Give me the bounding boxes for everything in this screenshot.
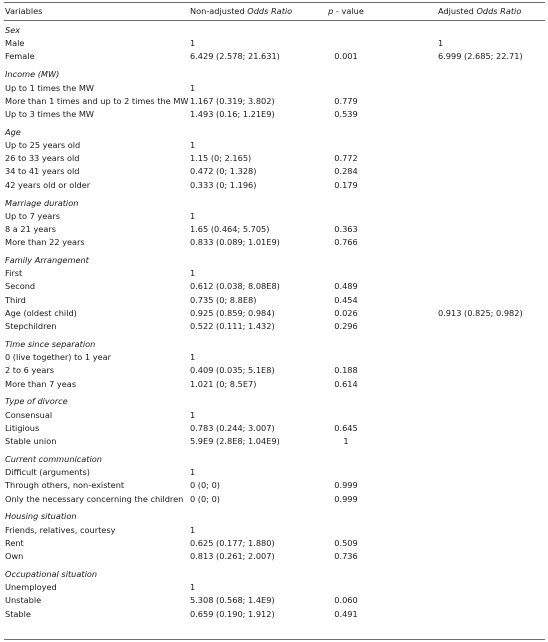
non-adjusted-or-value: 5.308 (0.568; 1.4E9)	[190, 595, 275, 606]
p-value: 0.645	[334, 422, 358, 433]
row-label: Rent	[5, 537, 24, 548]
header-adjusted-or: Adjusted Odds Ratio	[438, 6, 522, 16]
non-adjusted-or-value: 5.9E9 (2.8E8; 1.04E9)	[190, 436, 280, 446]
section-title: Housing situation	[5, 511, 77, 522]
row-label: 26 to 33 years old	[5, 153, 80, 164]
p-value: 0.296	[334, 321, 358, 331]
non-adjusted-or-value: 1	[190, 140, 196, 150]
row-label: Through others, non-existent	[5, 480, 125, 491]
non-adjusted-or-value: 0.472 (0; 1.328)	[190, 166, 257, 177]
row-label: Consensual	[5, 409, 53, 420]
row-label: Stable union	[5, 436, 57, 446]
row-label: Difficult (arguments)	[5, 467, 90, 478]
row-label: 42 years old or older	[5, 179, 91, 190]
row-label: Up to 7 years	[5, 210, 60, 221]
non-adjusted-or-value: 0.925 (0.859; 0.984)	[190, 307, 275, 318]
row-label: Own	[5, 551, 24, 561]
row-label: Unstable	[5, 595, 42, 606]
row-label: 0 (live together) to 1 year	[5, 352, 111, 363]
p-value: 0.772	[334, 153, 358, 164]
non-adjusted-or-value: 1.65 (0.464; 5.705)	[190, 223, 270, 234]
header-p-value: p - value	[328, 6, 364, 16]
row-label: Up to 1 times the MW	[5, 82, 94, 93]
non-adjusted-or-value: 1	[190, 467, 196, 478]
non-adjusted-or-value: 1.493 (0.16; 1.21E9)	[190, 108, 275, 119]
non-adjusted-or-value: 0.833 (0.089; 1.01E9)	[190, 237, 280, 248]
section-title: Time since separation	[5, 338, 96, 349]
section-title: Sex	[5, 25, 21, 35]
p-value: 0.736	[334, 551, 358, 561]
row-label: Friends, relatives, courtesy	[5, 524, 116, 535]
p-value: 0.779	[334, 95, 358, 106]
non-adjusted-or-value: 0.522 (0.111; 1.432)	[190, 321, 275, 331]
header-bottom-rule	[4, 20, 545, 21]
non-adjusted-or-value: 1	[190, 409, 196, 420]
non-adjusted-or-value: 1	[190, 82, 196, 93]
row-label: Stepchildren	[5, 321, 57, 331]
row-label: Age (oldest child)	[5, 307, 77, 318]
row-label: More than 7 yeas	[5, 378, 77, 389]
non-adjusted-or-value: 0 (0; 0)	[190, 480, 220, 491]
p-value: 0.363	[334, 223, 358, 234]
p-value: 1	[343, 436, 349, 446]
p-value: 0.489	[334, 281, 358, 292]
non-adjusted-or-value: 1.15 (0; 2.165)	[190, 153, 252, 164]
section-title: Family Arrangement	[5, 255, 89, 265]
row-label: Second	[5, 281, 36, 292]
p-value: 0.509	[334, 537, 358, 548]
row-label: Male	[5, 38, 25, 49]
non-adjusted-or-value: 0.333 (0; 1.196)	[190, 179, 257, 190]
row-label: 8 a 21 years	[5, 223, 56, 234]
non-adjusted-or-value: 0.409 (0.035; 5.1E8)	[190, 365, 275, 376]
adjusted-or-value: 1	[438, 38, 444, 49]
adjusted-or-value: 0.913 (0.825; 0.982)	[438, 307, 523, 318]
p-value: 0.179	[334, 179, 358, 190]
p-value: 0.026	[334, 307, 358, 318]
row-label: Third	[5, 294, 26, 305]
p-value: 0.001	[334, 51, 358, 62]
row-label: Stable	[5, 608, 31, 619]
p-value: 0.614	[334, 378, 358, 389]
row-label: Female	[5, 51, 35, 62]
row-label: Only the necessary concerning the children	[5, 493, 184, 504]
non-adjusted-or-value: 0.735 (0; 8.8E8)	[190, 294, 257, 305]
non-adjusted-or-value: 1	[190, 352, 196, 363]
p-value: 0.188	[334, 365, 358, 376]
p-value: 0.454	[334, 294, 358, 305]
p-value: 0.999	[334, 480, 358, 491]
row-label: 2 to 6 years	[5, 365, 54, 376]
adjusted-or-value: 6.999 (2.685; 22.71)	[438, 51, 523, 62]
header-variables: Variables	[5, 6, 43, 16]
non-adjusted-or-value: 0.783 (0.244; 3.007)	[190, 422, 275, 433]
table-top-rule	[4, 2, 545, 3]
p-value: 0.284	[334, 166, 358, 177]
row-label: First	[5, 268, 23, 279]
section-title: Income (MW)	[5, 69, 60, 80]
p-value: 0.999	[334, 493, 358, 504]
table-bottom-rule	[4, 639, 545, 640]
p-value: 0.539	[334, 108, 358, 119]
non-adjusted-or-value: 1.167 (0.319; 3.802)	[190, 95, 275, 106]
section-title: Marriage duration	[5, 197, 79, 208]
header-non-adjusted-or: Non-adjusted Odds Ratio	[190, 6, 293, 16]
non-adjusted-or-value: 0.625 (0.177; 1.880)	[190, 537, 275, 548]
non-adjusted-or-value: 0.612 (0.038; 8.08E8)	[190, 281, 280, 292]
non-adjusted-or-value: 6.429 (2.578; 21.631)	[190, 51, 280, 62]
non-adjusted-or-value: 1	[190, 210, 196, 221]
section-title: Type of divorce	[5, 396, 68, 407]
row-label: Up to 3 times the MW	[5, 108, 94, 119]
section-title: Occupational situation	[5, 568, 98, 579]
non-adjusted-or-value: 0.659 (0.190; 1.912)	[190, 608, 275, 619]
non-adjusted-or-value: 0.813 (0.261; 2.007)	[190, 551, 275, 561]
row-label: Unemployed	[5, 582, 57, 593]
row-label: Up to 25 years old	[5, 140, 81, 150]
non-adjusted-or-value: 1	[190, 582, 196, 593]
section-title: Current communication	[5, 453, 102, 464]
p-value: 0.766	[334, 237, 358, 248]
p-value: 0.491	[334, 608, 358, 619]
non-adjusted-or-value: 1.021 (0; 8.5E7)	[190, 378, 257, 389]
non-adjusted-or-value: 0 (0; 0)	[190, 493, 220, 504]
non-adjusted-or-value: 1	[190, 268, 196, 279]
non-adjusted-or-value: 1	[190, 38, 196, 49]
section-title: Age	[5, 126, 21, 137]
row-label: More than 22 years	[5, 237, 85, 248]
p-value: 0.060	[334, 595, 358, 606]
non-adjusted-or-value: 1	[190, 524, 196, 535]
row-label: More than 1 times and up to 2 times the MW	[5, 95, 189, 106]
row-label: Litigious	[5, 422, 40, 433]
row-label: 34 to 41 years old	[5, 166, 80, 177]
